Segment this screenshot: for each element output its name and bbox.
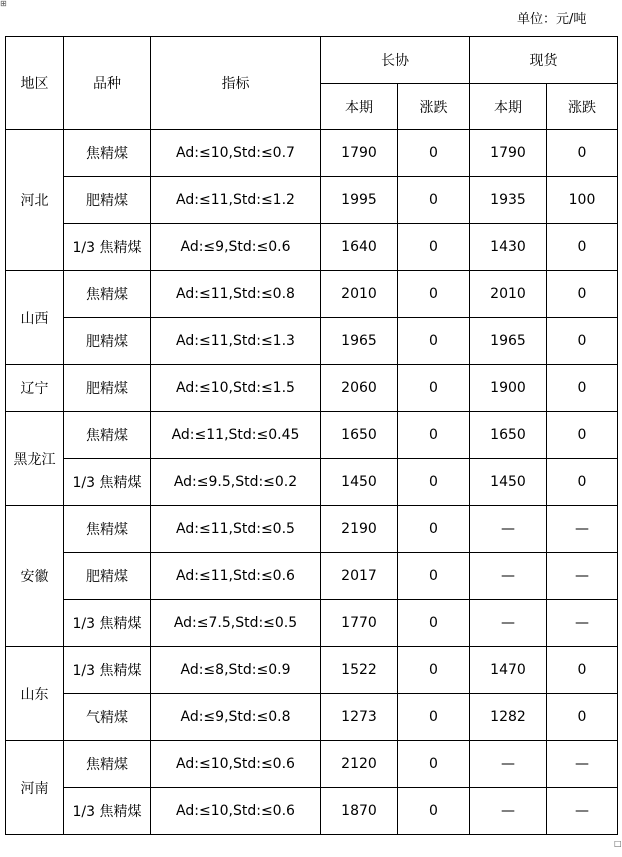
spec-cell: Ad:≤11,Std:≤1.3	[151, 318, 321, 365]
variety-cell: 焦精煤	[64, 412, 151, 459]
long-term-price-cell: 1965	[321, 318, 398, 365]
long-term-price-cell: 1640	[321, 224, 398, 271]
variety-cell: 焦精煤	[64, 506, 151, 553]
spot-change-cell: —	[547, 788, 618, 835]
coking-coal-price-table	[5, 36, 618, 835]
table-row	[6, 788, 618, 835]
long-term-price-cell: 1790	[321, 130, 398, 177]
long-term-change-cell: 0	[398, 459, 470, 506]
spec-cell: Ad:≤9,Std:≤0.6	[151, 224, 321, 271]
variety-cell: 焦精煤	[64, 271, 151, 318]
variety-cell: 焦精煤	[64, 741, 151, 788]
spot-change-cell: —	[547, 600, 618, 647]
table-resize-handle-icon[interactable]: □	[614, 839, 622, 848]
table-row	[6, 177, 618, 224]
region-cell: 辽宁	[6, 365, 64, 412]
long-term-change-cell: 0	[398, 647, 470, 694]
header-region: 地区	[6, 37, 64, 130]
table-row	[6, 553, 618, 600]
spot-price-cell: —	[470, 600, 547, 647]
region-cell: 山东	[6, 647, 64, 741]
long-term-change-cell: 0	[398, 318, 470, 365]
spot-price-cell: 1470	[470, 647, 547, 694]
spot-price-cell: 1900	[470, 365, 547, 412]
variety-cell: 肥精煤	[64, 177, 151, 224]
long-term-price-cell: 1995	[321, 177, 398, 224]
spot-price-cell: —	[470, 506, 547, 553]
long-term-price-cell: 1870	[321, 788, 398, 835]
variety-cell: 1/3 焦精煤	[64, 647, 151, 694]
variety-cell: 肥精煤	[64, 318, 151, 365]
long-term-change-cell: 0	[398, 177, 470, 224]
table-row	[6, 318, 618, 365]
variety-cell: 肥精煤	[64, 553, 151, 600]
long-term-change-cell: 0	[398, 506, 470, 553]
long-term-change-cell: 0	[398, 224, 470, 271]
spot-price-cell: 2010	[470, 271, 547, 318]
spot-change-cell: 0	[547, 694, 618, 741]
spot-price-cell: 1282	[470, 694, 547, 741]
long-term-change-cell: 0	[398, 553, 470, 600]
variety-cell: 焦精煤	[64, 130, 151, 177]
spec-cell: Ad:≤9,Std:≤0.8	[151, 694, 321, 741]
spot-price-cell: 1430	[470, 224, 547, 271]
table-row	[6, 600, 618, 647]
spot-price-cell: 1935	[470, 177, 547, 224]
region-cell: 河南	[6, 741, 64, 835]
long-term-change-cell: 0	[398, 412, 470, 459]
variety-cell: 1/3 焦精煤	[64, 788, 151, 835]
spot-change-cell: 0	[547, 647, 618, 694]
table-row	[6, 741, 618, 788]
spec-cell: Ad:≤10,Std:≤1.5	[151, 365, 321, 412]
spot-change-cell: 0	[547, 271, 618, 318]
spot-price-cell: 1790	[470, 130, 547, 177]
long-term-price-cell: 1522	[321, 647, 398, 694]
spot-change-cell: 0	[547, 412, 618, 459]
long-term-change-cell: 0	[398, 694, 470, 741]
long-term-price-cell: 2010	[321, 271, 398, 318]
spot-change-cell: —	[547, 506, 618, 553]
spec-cell: Ad:≤10,Std:≤0.6	[151, 741, 321, 788]
spec-cell: Ad:≤9.5,Std:≤0.2	[151, 459, 321, 506]
variety-cell: 气精煤	[64, 694, 151, 741]
spec-cell: Ad:≤11,Std:≤0.6	[151, 553, 321, 600]
header-variety: 品种	[64, 37, 151, 130]
long-term-change-cell: 0	[398, 788, 470, 835]
region-cell: 山西	[6, 271, 64, 365]
long-term-price-cell: 2190	[321, 506, 398, 553]
spot-price-cell: 1650	[470, 412, 547, 459]
spec-cell: Ad:≤7.5,Std:≤0.5	[151, 600, 321, 647]
spec-cell: Ad:≤10,Std:≤0.6	[151, 788, 321, 835]
long-term-change-cell: 0	[398, 130, 470, 177]
spot-change-cell: 0	[547, 130, 618, 177]
spot-price-cell: 1450	[470, 459, 547, 506]
header-indicator: 指标	[151, 37, 321, 130]
table-row	[6, 365, 618, 412]
unit-label: 单位：元/吨	[517, 12, 587, 27]
spot-price-cell: —	[470, 788, 547, 835]
spot-change-cell: 0	[547, 318, 618, 365]
long-term-price-cell: 2120	[321, 741, 398, 788]
variety-cell: 1/3 焦精煤	[64, 459, 151, 506]
long-term-price-cell: 2017	[321, 553, 398, 600]
table-row	[6, 130, 618, 177]
table-row	[6, 271, 618, 318]
spot-change-cell: 0	[547, 224, 618, 271]
header-spot-change: 涨跌	[547, 84, 618, 130]
spot-price-cell: —	[470, 553, 547, 600]
table-move-handle-icon[interactable]: ⊞	[0, 0, 7, 8]
table-body	[6, 130, 618, 835]
header-spot: 现货	[470, 37, 618, 84]
region-cell: 安徽	[6, 506, 64, 647]
long-term-change-cell: 0	[398, 741, 470, 788]
variety-cell: 1/3 焦精煤	[64, 600, 151, 647]
long-term-price-cell: 1770	[321, 600, 398, 647]
table-row	[6, 694, 618, 741]
long-term-price-cell: 1650	[321, 412, 398, 459]
header-spot-current: 本期	[470, 84, 547, 130]
spot-price-cell: —	[470, 741, 547, 788]
long-term-price-cell: 2060	[321, 365, 398, 412]
spot-change-cell: —	[547, 741, 618, 788]
table-row	[6, 506, 618, 553]
spec-cell: Ad:≤8,Std:≤0.9	[151, 647, 321, 694]
table-row	[6, 459, 618, 506]
long-term-change-cell: 0	[398, 271, 470, 318]
spot-change-cell: —	[547, 553, 618, 600]
spot-change-cell: 0	[547, 459, 618, 506]
variety-cell: 肥精煤	[64, 365, 151, 412]
header-long-term-change: 涨跌	[398, 84, 470, 130]
header-long-term-current: 本期	[321, 84, 398, 130]
long-term-price-cell: 1450	[321, 459, 398, 506]
table-row	[6, 412, 618, 459]
spec-cell: Ad:≤11,Std:≤0.5	[151, 506, 321, 553]
header-long-term: 长协	[321, 37, 470, 84]
table-row	[6, 647, 618, 694]
variety-cell: 1/3 焦精煤	[64, 224, 151, 271]
long-term-change-cell: 0	[398, 600, 470, 647]
spec-cell: Ad:≤11,Std:≤0.45	[151, 412, 321, 459]
table-row	[6, 224, 618, 271]
region-cell: 河北	[6, 130, 64, 271]
spot-change-cell: 0	[547, 365, 618, 412]
spot-change-cell: 100	[547, 177, 618, 224]
long-term-change-cell: 0	[398, 365, 470, 412]
spec-cell: Ad:≤11,Std:≤0.8	[151, 271, 321, 318]
spec-cell: Ad:≤11,Std:≤1.2	[151, 177, 321, 224]
region-cell: 黑龙江	[6, 412, 64, 506]
spec-cell: Ad:≤10,Std:≤0.7	[151, 130, 321, 177]
long-term-price-cell: 1273	[321, 694, 398, 741]
spot-price-cell: 1965	[470, 318, 547, 365]
